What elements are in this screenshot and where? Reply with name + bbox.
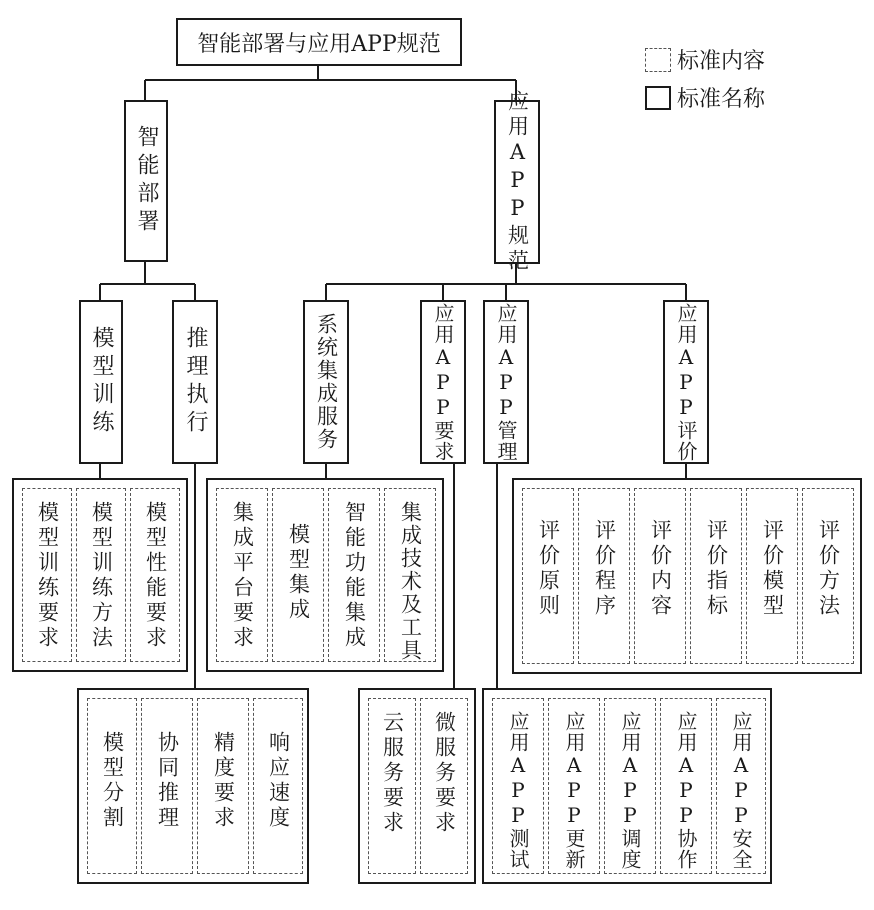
item-app-testing	[492, 698, 544, 874]
item-label: 应用APP安全	[729, 711, 753, 870]
item-label: 模型集成	[286, 523, 311, 623]
node-app-requirements	[420, 300, 466, 464]
node-app-spec	[494, 90, 540, 274]
root-node	[176, 18, 462, 66]
node-model-training	[79, 300, 123, 464]
node-inference-label: 推理执行	[183, 326, 208, 438]
item-label: 评价程序	[592, 519, 617, 619]
item-accuracy-req	[197, 698, 249, 874]
item-label: 云服务要求	[380, 711, 405, 836]
item-label: 评价模型	[760, 519, 785, 619]
item-model-split	[87, 698, 137, 874]
item-label: 集成技术及工具	[398, 501, 423, 662]
node-intelligent-deploy	[124, 100, 168, 262]
item-microservice-req	[420, 698, 468, 874]
item-label: 应用APP更新	[562, 711, 586, 870]
item-eval-model	[746, 488, 798, 664]
item-app-security	[716, 698, 766, 874]
item-app-collaboration	[660, 698, 712, 874]
node-intelligent-deploy-label: 智能部署	[134, 125, 159, 237]
item-integration-tools	[384, 488, 436, 662]
legend-name	[645, 82, 765, 113]
group-app-evaluation	[512, 478, 862, 674]
item-label: 应用APP协作	[674, 711, 698, 870]
dashed-box-icon	[645, 48, 671, 72]
item-label: 应用APP调度	[618, 711, 642, 870]
item-label: 模型分割	[100, 731, 125, 831]
group-app-management	[482, 688, 772, 884]
item-eval-content	[634, 488, 686, 664]
item-label: 集成平台要求	[230, 501, 255, 651]
item-eval-indicator	[690, 488, 742, 664]
group-model-training	[12, 478, 188, 672]
item-app-update	[548, 698, 600, 874]
item-label: 评价指标	[704, 519, 729, 619]
item-smart-function-integration	[328, 488, 380, 662]
item-integration-platform	[216, 488, 268, 662]
group-app-requirements	[358, 688, 476, 884]
item-collab-inference	[141, 698, 193, 874]
item-label: 智能功能集成	[342, 501, 367, 651]
node-app-spec-label: 应用APP规范	[505, 90, 530, 274]
item-label: 协同推理	[155, 731, 180, 831]
node-system-integration-label: 系统集成服务	[314, 313, 339, 451]
node-app-evaluation	[663, 300, 709, 464]
item-label: 应用APP测试	[506, 711, 530, 870]
legend-name-label: 标准名称	[677, 87, 766, 112]
item-response-speed	[253, 698, 303, 874]
item-model-performance-req	[130, 488, 180, 662]
item-label: 响应速度	[266, 731, 291, 831]
item-cloud-service-req	[368, 698, 416, 874]
root-label: 智能部署与应用APP规范	[197, 31, 441, 57]
node-app-management-label: 应用APP管理	[494, 302, 518, 462]
item-label: 精度要求	[211, 731, 236, 831]
node-model-training-label: 模型训练	[89, 326, 114, 438]
node-app-evaluation-label: 应用APP评价	[674, 302, 698, 462]
item-app-scheduling	[604, 698, 656, 874]
item-label: 评价原则	[536, 519, 561, 619]
node-system-integration	[303, 300, 349, 464]
item-label: 模型训练方法	[89, 501, 114, 651]
legend-content	[645, 44, 765, 75]
item-label: 模型性能要求	[143, 501, 168, 651]
legend-content-label: 标准内容	[677, 49, 766, 74]
solid-box-icon	[645, 86, 671, 110]
item-eval-procedure	[578, 488, 630, 664]
item-label: 评价方法	[816, 519, 841, 619]
item-label: 评价内容	[648, 519, 673, 619]
item-eval-method	[802, 488, 854, 664]
node-app-requirements-label: 应用APP要求	[431, 302, 455, 462]
group-inference	[77, 688, 309, 884]
item-eval-principle	[522, 488, 574, 664]
item-model-integration	[272, 488, 324, 662]
node-inference	[172, 300, 218, 464]
node-app-management	[483, 300, 529, 464]
group-system-integration	[206, 478, 444, 672]
item-model-training-method	[76, 488, 126, 662]
item-label: 微服务要求	[432, 711, 457, 836]
item-model-training-req	[22, 488, 72, 662]
item-label: 模型训练要求	[35, 501, 60, 651]
